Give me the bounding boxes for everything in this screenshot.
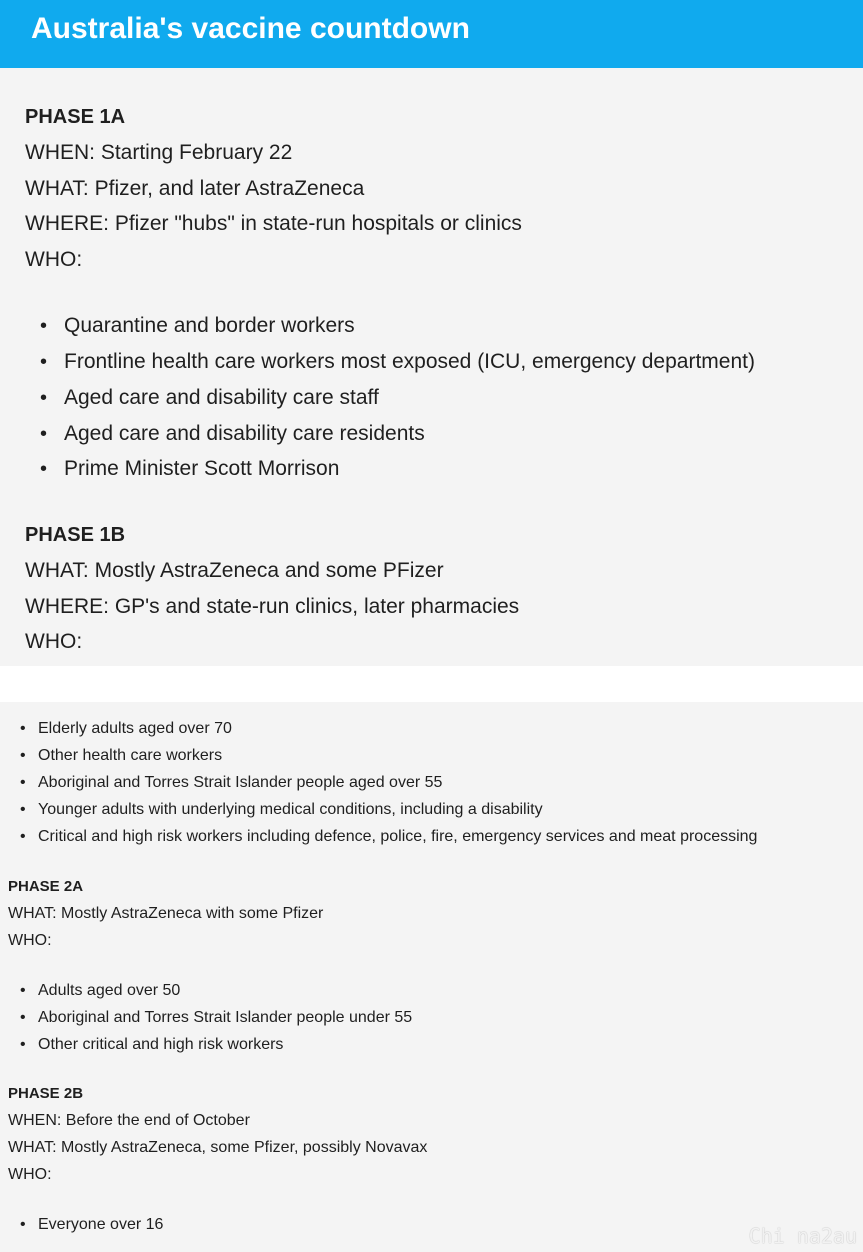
phase-2b-what: WHAT: Mostly AstraZeneca, some Pfizer, possibly Novavax xyxy=(8,1139,428,1156)
list-item: • Younger adults with underlying medical conditions, including a disability xyxy=(20,801,543,818)
watermark: Chi na2au xyxy=(748,1224,857,1248)
bullet-icon: • xyxy=(20,801,26,818)
bullet-icon: • xyxy=(40,351,48,373)
phase-1b-who: WHO: xyxy=(25,630,83,653)
bullet-icon: • xyxy=(20,1216,26,1233)
phase-2b-who: WHO: xyxy=(8,1166,52,1183)
bullet-icon: • xyxy=(40,423,48,445)
list-item: • Aged care and disability care staff xyxy=(40,386,379,409)
bullet-icon: • xyxy=(20,982,26,999)
phase-2b-title: PHASE 2B xyxy=(8,1085,84,1102)
bullet-icon: • xyxy=(40,315,48,337)
phase-2a-what: WHAT: Mostly AstraZeneca with some Pfizer xyxy=(8,905,324,922)
phase-1b-where: WHERE: GP's and state-run clinics, later pharmacies xyxy=(25,595,520,618)
phase-2b-when: WHEN: Before the end of October xyxy=(8,1112,250,1129)
list-item: • Everyone over 16 xyxy=(20,1216,164,1233)
phase-2a-who: WHO: xyxy=(8,932,52,949)
top-panel xyxy=(0,68,863,666)
list-item: • Frontline health care workers most exposed (ICU, emergency department) xyxy=(40,350,755,373)
bullet-icon: • xyxy=(20,774,26,791)
bullet-icon: • xyxy=(40,387,48,409)
phase-1a-what: WHAT: Pfizer, and later AstraZeneca xyxy=(25,177,365,200)
list-item: • Other health care workers xyxy=(20,747,223,764)
list-item: • Quarantine and border workers xyxy=(40,314,355,337)
bullet-icon: • xyxy=(40,458,48,480)
phase-1a-when: WHEN: Starting February 22 xyxy=(25,141,293,164)
bullet-icon: • xyxy=(20,720,26,737)
phase-2a-title: PHASE 2A xyxy=(8,878,84,895)
list-item: • Aged care and disability care residents xyxy=(40,422,425,445)
bullet-icon: • xyxy=(20,1036,26,1053)
bullet-icon: • xyxy=(20,828,26,845)
list-item: • Aboriginal and Torres Strait Islander people aged over 55 xyxy=(20,774,443,791)
list-item: • Other critical and high risk workers xyxy=(20,1036,284,1053)
bullet-icon: • xyxy=(20,1009,26,1026)
header-banner xyxy=(0,0,863,68)
phase-1b-what: WHAT: Mostly AstraZeneca and some PFizer xyxy=(25,559,444,582)
bullet-icon: • xyxy=(20,747,26,764)
list-item: • Prime Minister Scott Morrison xyxy=(40,457,340,480)
phase-1a-who: WHO: xyxy=(25,248,83,271)
page-title: Australia's vaccine countdown xyxy=(31,12,470,45)
phase-1b-title: PHASE 1B xyxy=(25,524,126,546)
bottom-panel xyxy=(0,702,863,1252)
list-item: • Elderly adults aged over 70 xyxy=(20,720,232,737)
phase-1a-where: WHERE: Pfizer "hubs" in state-run hospitals or clinics xyxy=(25,212,522,235)
phase-1a-title: PHASE 1A xyxy=(25,106,126,128)
list-item: • Critical and high risk workers including defence, police, fire, emergency services and meat processing xyxy=(20,828,758,845)
list-item: • Aboriginal and Torres Strait Islander people under 55 xyxy=(20,1009,413,1026)
list-item: • Adults aged over 50 xyxy=(20,982,181,999)
